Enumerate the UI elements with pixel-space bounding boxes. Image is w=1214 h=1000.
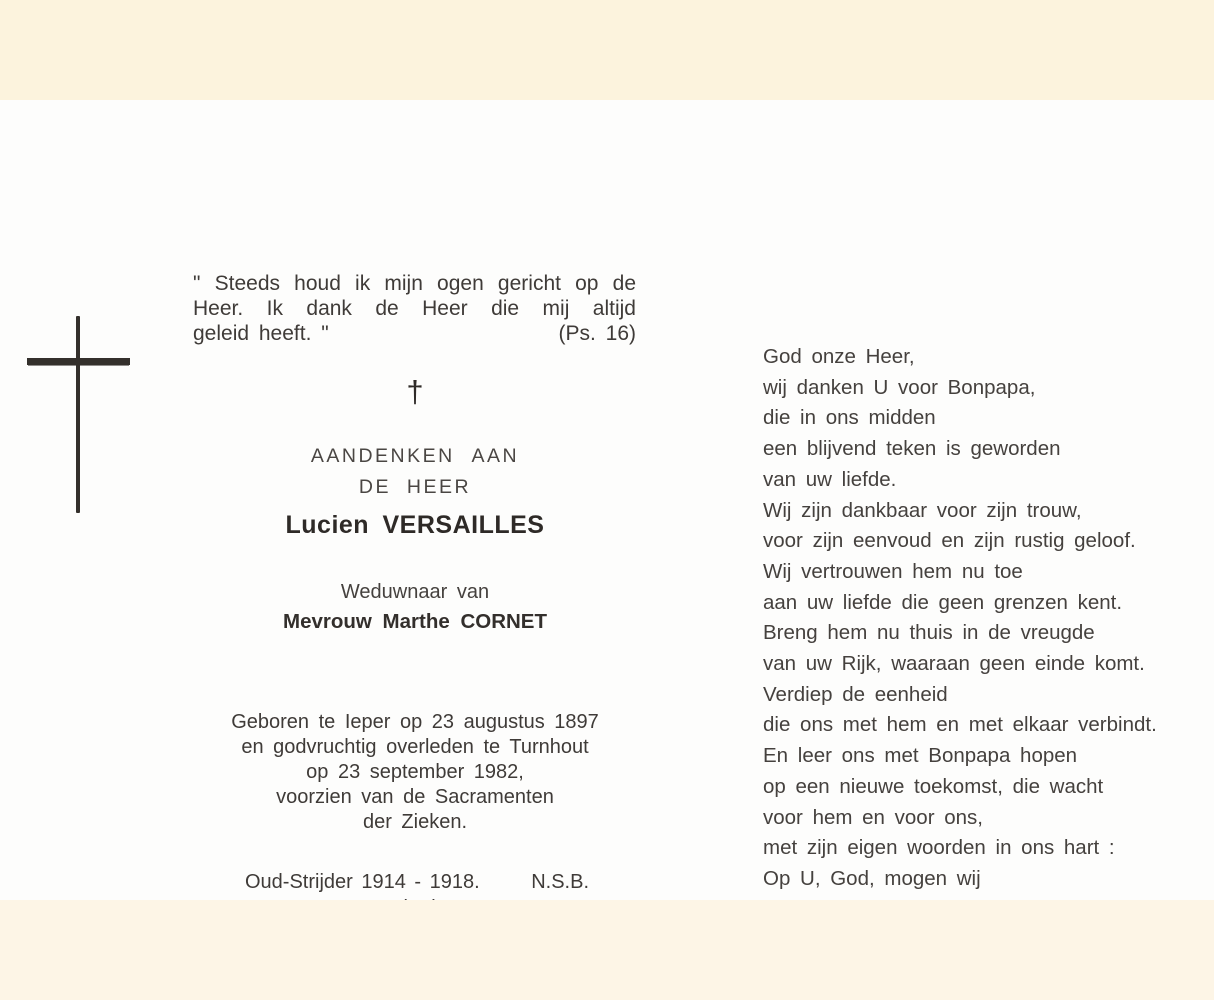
veteran-service-label: Oud-Strijder 1914 - 1918.: [245, 871, 480, 893]
memorial-heading-line1: AANDENKEN AAN: [310, 445, 520, 467]
text-line: der Zieken.: [362, 811, 468, 833]
text-line: En leer ons met Bonpapa hopen: [763, 744, 1078, 768]
text-line: van uw liefde.: [763, 467, 897, 491]
text-line: God onze Heer,: [763, 345, 915, 368]
text-line: Wij vertrouwen hem nu toe: [763, 559, 1023, 583]
psalm-quote-line: geleid heeft. ": [193, 322, 329, 345]
text-line: Verdiep de eenheid: [763, 682, 948, 706]
text-line: Op U, God, mogen wij: [763, 866, 981, 890]
text-line: op een nieuwe toekomst, die wacht: [763, 774, 1104, 798]
text-line: voor hem en voor ons,: [763, 805, 983, 829]
cross-horizontal-bar: [27, 358, 130, 365]
text-line: Breng hem nu thuis in de vreugde: [763, 621, 1095, 645]
cross-vertical-bar: [76, 316, 80, 513]
psalm-attribution: (Ps. 16): [558, 322, 636, 345]
text-line: die ons met hem en met elkaar verbindt.: [763, 713, 1157, 737]
text-line: voor zijn eenvoud en zijn rustig geloof.: [763, 529, 1136, 553]
memorial-heading-line2: DE HEER: [358, 476, 472, 498]
text-line: Wij zijn dankbaar voor zijn trouw,: [763, 498, 1082, 522]
text-line: aan uw liefde die geen grenzen kent.: [763, 590, 1123, 614]
memorial-card: [0, 100, 1214, 900]
text-line: van uw Rijk, waaraan geen einde komt.: [763, 652, 1145, 676]
veteran-nsb-label: N.S.B.: [531, 871, 589, 893]
text-line: Geboren te Ieper op 23 augustus 1897: [231, 711, 599, 733]
text-line: met zijn eigen woorden in ons hart :: [763, 836, 1115, 860]
text-line: een blijvend teken is geworden: [763, 437, 1061, 461]
text-line: op 23 september 1982,: [306, 761, 524, 783]
psalm-quote: [193, 271, 636, 346]
dagger-icon: †: [406, 374, 424, 409]
spouse-name: Mevrouw Marthe CORNET: [283, 610, 547, 633]
top-cream-band: [0, 0, 1214, 100]
text-line: voorzien van de Sacramenten: [276, 786, 554, 808]
bottom-cream-band: [0, 900, 1214, 1000]
text-line: die in ons midden: [763, 406, 936, 430]
text-line: wij danken U voor Bonpapa,: [763, 375, 1036, 399]
psalm-quote-line: " Steeds houd ik mijn ogen gericht op de: [193, 272, 636, 295]
deceased-name: Lucien VERSAILLES: [285, 511, 545, 539]
text-line: en godvruchtig overleden te Turnhout: [241, 736, 589, 758]
psalm-quote-last-line: [193, 321, 636, 346]
prayer-text: [763, 342, 1198, 925]
psalm-quote-line: Heer. Ik dank de Heer die mij altijd: [193, 297, 636, 320]
widower-label: Weduwnaar van: [340, 581, 490, 603]
veteran-line: [245, 871, 589, 894]
life-details: [180, 710, 650, 835]
